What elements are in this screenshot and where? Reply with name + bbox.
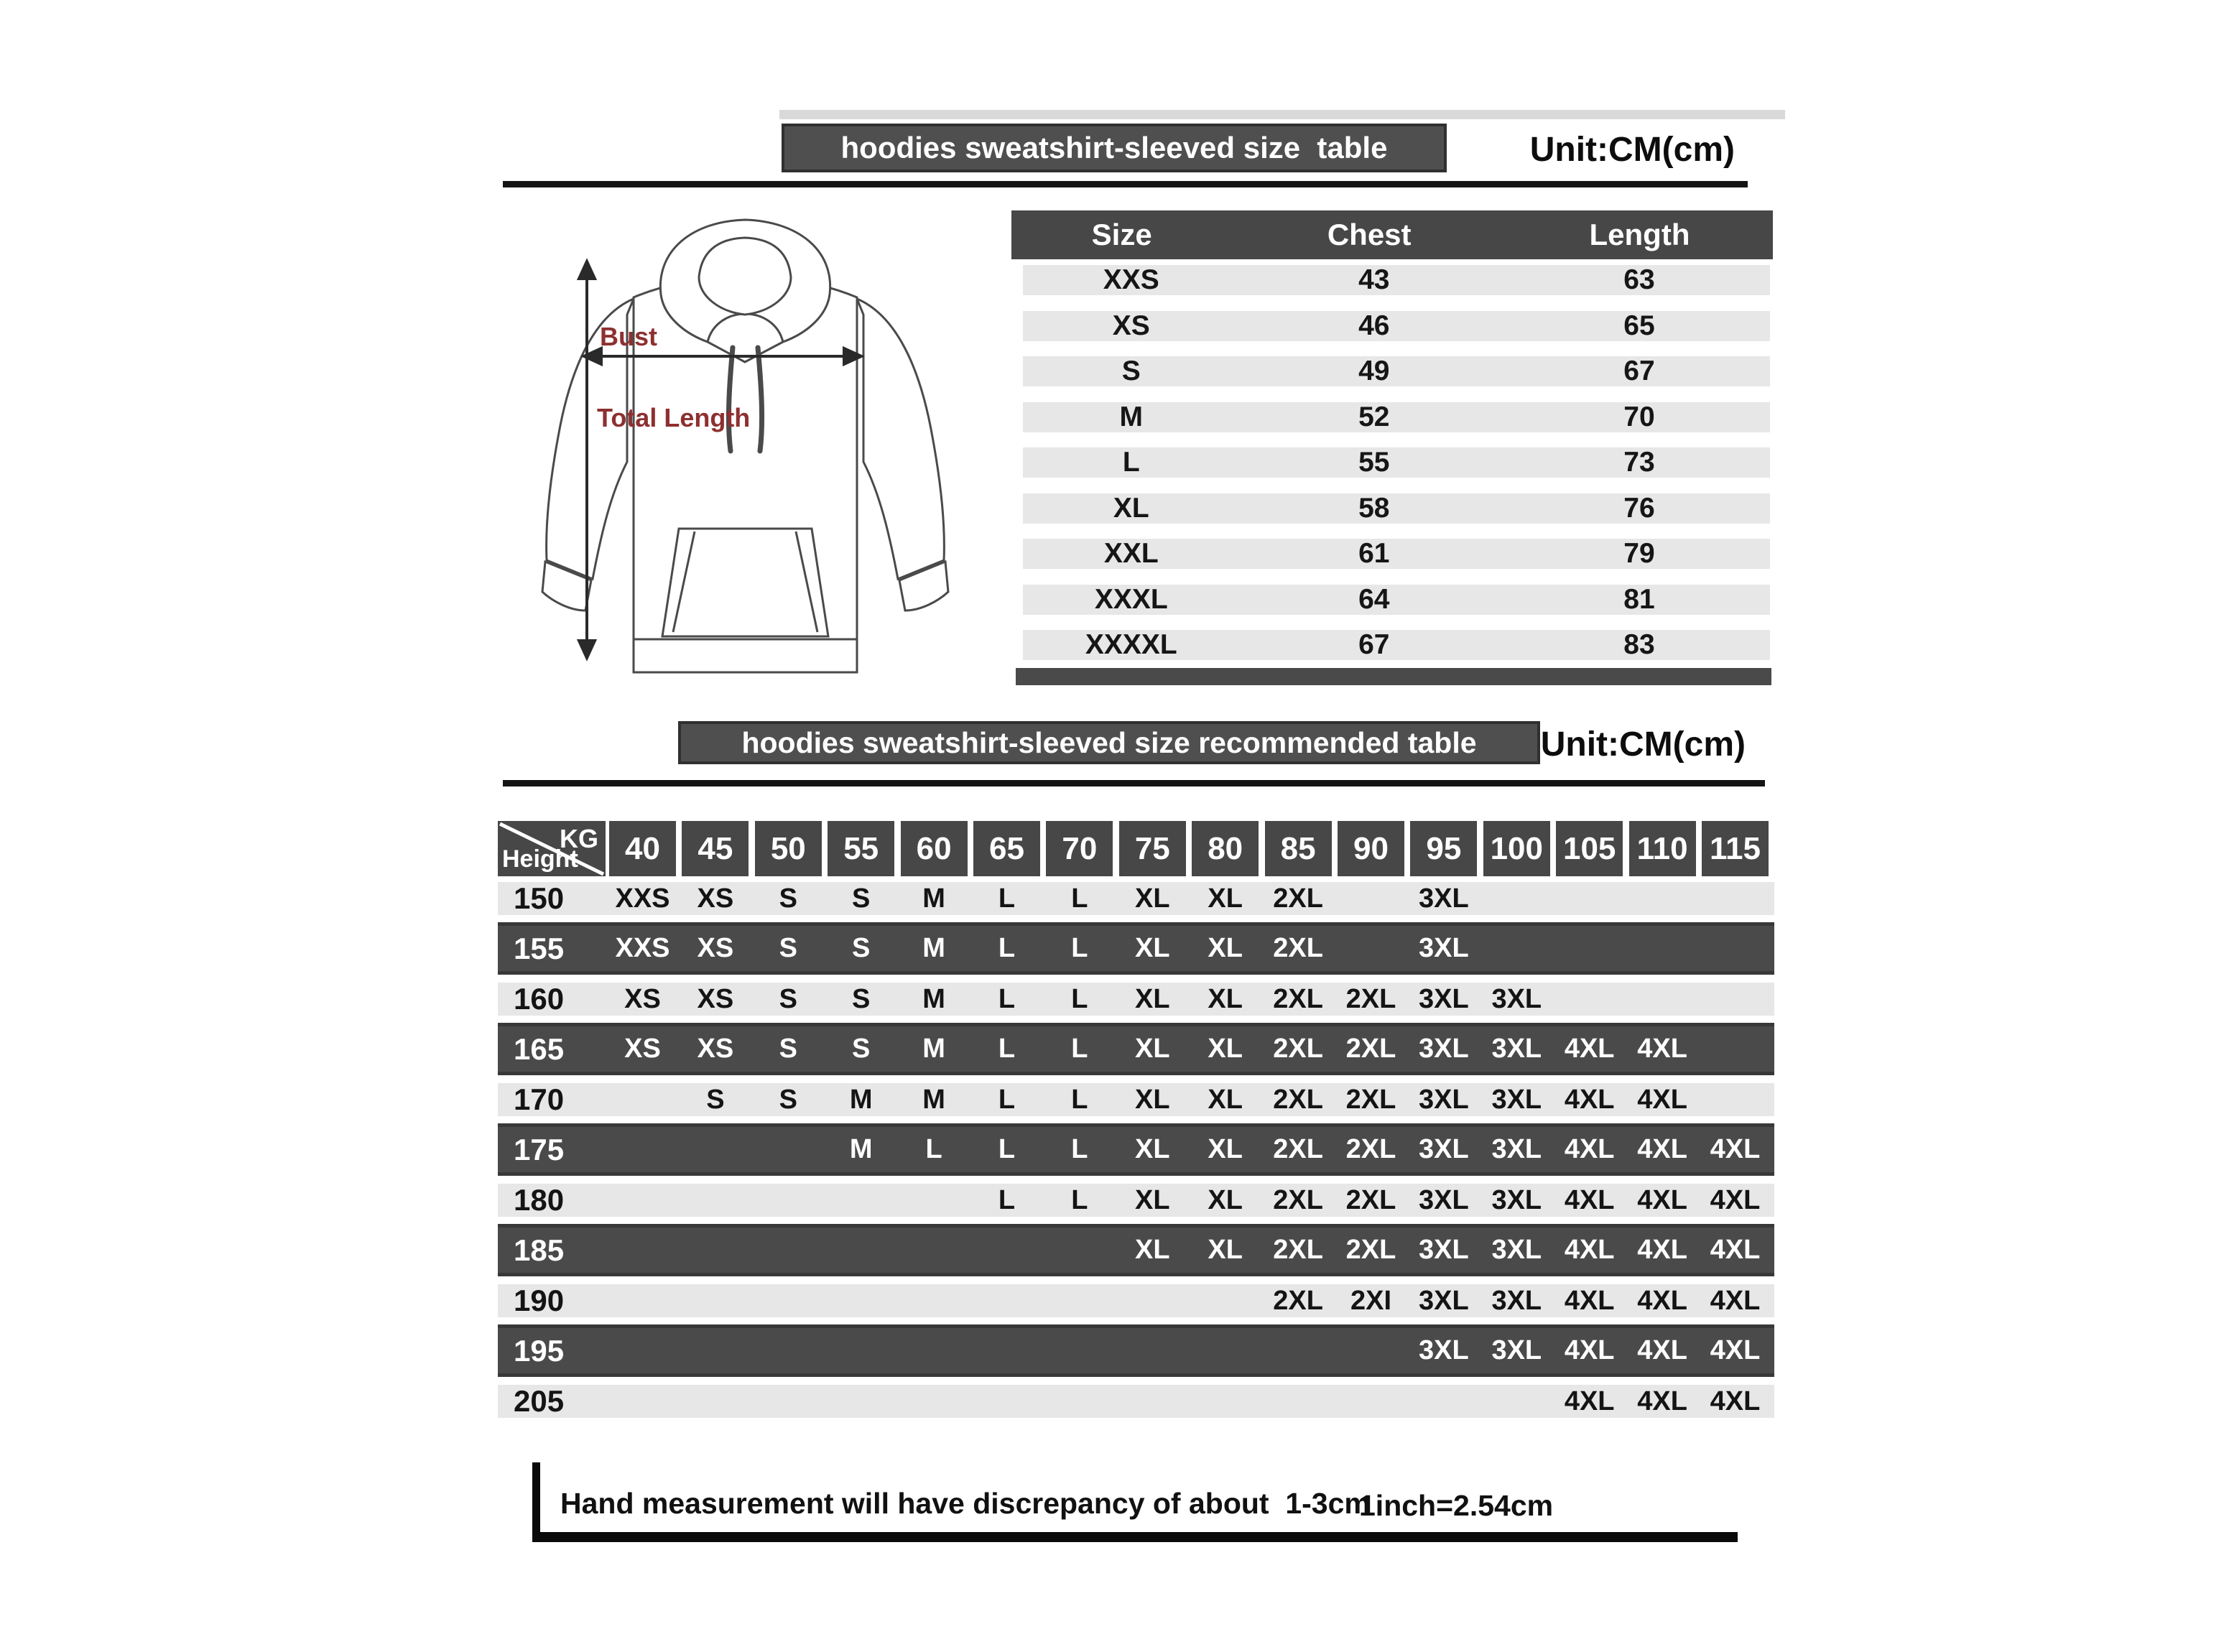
weight-header-90: 90 xyxy=(1338,821,1404,876)
size-cell: 4XL xyxy=(1564,1335,1615,1365)
size-table-bottom-bar xyxy=(1016,668,1771,685)
size-cell: XS xyxy=(624,1034,661,1064)
size-cell: XXS xyxy=(615,933,670,963)
size-cell: M xyxy=(922,1034,945,1064)
size-row-XXL xyxy=(1023,539,1770,569)
divider-line-2 xyxy=(503,780,1765,786)
unit-label-1: Unit:CM(cm) xyxy=(1529,131,1735,169)
size-cell: L xyxy=(998,1134,1016,1164)
weight-header-65: 65 xyxy=(973,821,1040,876)
weight-header-80: 80 xyxy=(1192,821,1259,876)
bust-label: Bust xyxy=(600,322,657,351)
size-cell: 2XI xyxy=(1350,1285,1392,1316)
size-cell: S xyxy=(706,1084,725,1115)
size-value: S xyxy=(1121,356,1141,386)
height-row-170 xyxy=(498,1083,1774,1116)
weight-header-95: 95 xyxy=(1410,821,1477,876)
size-cell: 4XL xyxy=(1564,1034,1615,1064)
size-cell: 2XL xyxy=(1273,1134,1323,1164)
size-table-title: hoodies sweatshirt-sleeved size table xyxy=(840,131,1388,164)
size-cell: 3XL xyxy=(1419,1034,1469,1064)
size-cell: XL xyxy=(1135,933,1170,963)
size-value: XXL xyxy=(1103,538,1159,569)
size-cell: XXS xyxy=(615,883,670,914)
size-value: XXS xyxy=(1103,264,1159,295)
size-cell: M xyxy=(922,883,945,914)
hoodie-diagram xyxy=(514,207,977,718)
size-cell: L xyxy=(1071,933,1088,963)
length-value: 65 xyxy=(1623,310,1655,341)
footer-underline xyxy=(532,1532,1738,1542)
size-cell: 2XL xyxy=(1273,933,1323,963)
height-value: 155 xyxy=(514,931,565,965)
length-value: 63 xyxy=(1623,264,1655,295)
weight-header-50: 50 xyxy=(755,821,822,876)
length-value: 81 xyxy=(1623,583,1655,615)
size-cell: 2XL xyxy=(1273,1285,1323,1316)
weight-header-105: 105 xyxy=(1556,821,1623,876)
weight-header-40: 40 xyxy=(609,821,676,876)
size-cell: S xyxy=(779,933,797,963)
size-cell: XL xyxy=(1208,933,1243,963)
size-cell: 3XL xyxy=(1419,1184,1469,1215)
size-row-XXS xyxy=(1023,265,1770,295)
size-cell: XL xyxy=(1135,883,1170,914)
recommended-table-title: hoodies sweatshirt-sleeved size recommended table xyxy=(741,725,1477,759)
size-cell: 4XL xyxy=(1710,1235,1761,1265)
size-cell: 3XL xyxy=(1419,883,1469,914)
size-cell: XS xyxy=(624,983,661,1014)
size-cell: 2XL xyxy=(1273,883,1323,914)
size-cell: 4XL xyxy=(1710,1184,1761,1215)
size-cell: 4XL xyxy=(1564,1084,1615,1115)
weight-header-55: 55 xyxy=(828,821,894,876)
height-row-190 xyxy=(498,1284,1774,1317)
size-cell: S xyxy=(779,983,797,1014)
footer-vertical-bar xyxy=(532,1462,540,1540)
size-row-S xyxy=(1023,356,1770,386)
size-cell: 4XL xyxy=(1637,1084,1687,1115)
size-cell: 3XL xyxy=(1419,1134,1469,1164)
height-row-155 xyxy=(498,922,1774,975)
chest-value: 58 xyxy=(1358,492,1390,524)
height-row-160 xyxy=(498,983,1774,1016)
size-cell: XL xyxy=(1135,1235,1170,1265)
measurement-note: Hand measurement will have discrepancy of about 1-3cm xyxy=(560,1487,1371,1520)
size-value: L xyxy=(1122,447,1140,478)
size-cell: 3XL xyxy=(1419,983,1469,1014)
recommended-table xyxy=(498,821,1774,1421)
height-value: 165 xyxy=(514,1031,565,1066)
size-cell: XL xyxy=(1208,1235,1243,1265)
size-row-XXXXL xyxy=(1023,630,1770,660)
size-cell: 4XL xyxy=(1710,1386,1761,1416)
height-value: 195 xyxy=(514,1333,565,1368)
size-cell: 4XL xyxy=(1564,1386,1615,1416)
size-cell: 3XL xyxy=(1491,1235,1542,1265)
size-cell: 4XL xyxy=(1637,1184,1687,1215)
size-row-M xyxy=(1023,402,1770,432)
weight-header-70: 70 xyxy=(1046,821,1113,876)
weight-header-60: 60 xyxy=(901,821,968,876)
size-cell: S xyxy=(852,933,871,963)
column-header-chest: Chest xyxy=(1327,218,1412,251)
size-cell: XL xyxy=(1135,1034,1170,1064)
size-cell: M xyxy=(922,933,945,963)
height-value: 150 xyxy=(514,881,565,915)
size-cell: L xyxy=(925,1134,942,1164)
size-cell: 3XL xyxy=(1491,1084,1542,1115)
height-row-205 xyxy=(498,1385,1774,1418)
length-value: 73 xyxy=(1623,447,1655,478)
size-cell: 3XL xyxy=(1491,1134,1542,1164)
size-cell: XS xyxy=(697,933,734,963)
size-cell: L xyxy=(1071,983,1088,1014)
height-value: 190 xyxy=(514,1284,565,1317)
corner-cell xyxy=(498,821,606,876)
height-value: 205 xyxy=(514,1384,565,1418)
size-cell: XL xyxy=(1135,983,1170,1014)
chest-value: 55 xyxy=(1358,447,1390,478)
size-cell: 4XL xyxy=(1564,1285,1615,1316)
length-value: 67 xyxy=(1623,356,1655,386)
size-cell: 4XL xyxy=(1637,1386,1687,1416)
size-cell: 2XL xyxy=(1345,983,1396,1014)
size-cell: L xyxy=(998,883,1016,914)
height-row-180 xyxy=(498,1184,1774,1217)
size-cell: S xyxy=(852,983,871,1014)
chest-value: 43 xyxy=(1358,264,1390,295)
size-value: XS xyxy=(1112,310,1150,341)
size-cell: L xyxy=(998,1034,1016,1064)
height-label: Height xyxy=(502,845,578,873)
size-cell: S xyxy=(852,1034,871,1064)
size-cell: M xyxy=(849,1134,873,1164)
size-table xyxy=(1011,210,1773,693)
size-value: XXXL xyxy=(1094,583,1168,615)
size-cell: XL xyxy=(1208,883,1243,914)
size-cell: 4XL xyxy=(1637,1285,1687,1316)
length-value: 70 xyxy=(1623,401,1655,432)
height-row-150 xyxy=(498,882,1774,915)
size-cell: 2XL xyxy=(1345,1184,1396,1215)
size-cell: 4XL xyxy=(1564,1235,1615,1265)
size-value: XL xyxy=(1113,492,1149,524)
size-row-XS xyxy=(1023,311,1770,341)
size-cell: 2XL xyxy=(1345,1034,1396,1064)
length-value: 83 xyxy=(1623,629,1655,660)
size-cell: 3XL xyxy=(1491,1034,1542,1064)
size-cell: L xyxy=(998,933,1016,963)
size-cell: 4XL xyxy=(1564,1134,1615,1164)
size-cell: XL xyxy=(1135,1184,1170,1215)
height-row-175 xyxy=(498,1123,1774,1176)
size-cell: S xyxy=(852,883,871,914)
size-row-XXXL xyxy=(1023,585,1770,615)
size-cell: M xyxy=(922,1084,945,1115)
size-cell: XL xyxy=(1135,1084,1170,1115)
size-cell: 3XL xyxy=(1491,1184,1542,1215)
size-cell: 2XL xyxy=(1273,1034,1323,1064)
size-cell: M xyxy=(849,1084,873,1115)
size-cell: 4XL xyxy=(1637,1335,1687,1365)
size-cell: 3XL xyxy=(1419,1335,1469,1365)
chest-value: 46 xyxy=(1358,310,1390,341)
size-cell: L xyxy=(1071,1184,1088,1215)
size-cell: 3XL xyxy=(1419,1285,1469,1316)
size-row-L xyxy=(1023,447,1770,478)
size-cell: L xyxy=(1071,1134,1088,1164)
weight-header-100: 100 xyxy=(1483,821,1550,876)
size-cell: 4XL xyxy=(1637,1134,1687,1164)
size-value: M xyxy=(1119,401,1144,432)
size-cell: 2XL xyxy=(1273,1235,1323,1265)
size-cell: 4XL xyxy=(1710,1335,1761,1365)
size-table-header xyxy=(1011,210,1773,259)
chest-value: 49 xyxy=(1358,356,1390,386)
top-gray-strip xyxy=(779,110,1785,119)
size-cell: 3XL xyxy=(1491,983,1542,1014)
size-cell: XS xyxy=(697,883,734,914)
height-value: 160 xyxy=(514,982,565,1016)
weight-header-85: 85 xyxy=(1265,821,1332,876)
size-cell: 4XL xyxy=(1710,1134,1761,1164)
size-row-XL xyxy=(1023,493,1770,524)
size-cell: XS xyxy=(697,983,734,1014)
size-cell: 4XL xyxy=(1564,1184,1615,1215)
size-cell: M xyxy=(922,983,945,1014)
chest-value: 67 xyxy=(1358,629,1390,660)
weight-header-75: 75 xyxy=(1119,821,1186,876)
size-cell: S xyxy=(779,1084,797,1115)
height-value: 180 xyxy=(514,1183,565,1217)
size-cell: 2XL xyxy=(1273,1084,1323,1115)
recommended-table-title-bar xyxy=(678,721,1540,764)
size-cell: XS xyxy=(697,1034,734,1064)
size-cell: 3XL xyxy=(1491,1335,1542,1365)
size-cell: 3XL xyxy=(1419,933,1469,963)
size-cell: 4XL xyxy=(1710,1285,1761,1316)
height-value: 185 xyxy=(514,1233,565,1267)
weight-header-45: 45 xyxy=(682,821,749,876)
size-cell: XL xyxy=(1208,983,1243,1014)
kg-label: KG xyxy=(560,824,598,853)
unit-label-2: Unit:CM(cm) xyxy=(1540,725,1746,764)
size-cell: XL xyxy=(1208,1034,1243,1064)
total-length-label: Total Length xyxy=(597,403,751,432)
size-cell: XL xyxy=(1208,1084,1243,1115)
size-cell: S xyxy=(779,1034,797,1064)
size-cell: 4XL xyxy=(1637,1235,1687,1265)
weight-header-115: 115 xyxy=(1702,821,1769,876)
height-value: 175 xyxy=(514,1132,565,1166)
divider-line-1 xyxy=(503,181,1748,187)
chest-value: 52 xyxy=(1358,401,1390,432)
size-cell: 4XL xyxy=(1637,1034,1687,1064)
size-table-title-bar xyxy=(782,124,1447,172)
size-cell: 3XL xyxy=(1491,1285,1542,1316)
size-cell: L xyxy=(1071,1084,1088,1115)
chest-value: 64 xyxy=(1358,583,1390,615)
size-cell: XL xyxy=(1135,1134,1170,1164)
size-cell: L xyxy=(1071,883,1088,914)
weight-header-110: 110 xyxy=(1629,821,1696,876)
size-cell: XL xyxy=(1208,1134,1243,1164)
size-cell: 2XL xyxy=(1345,1084,1396,1115)
column-header-length: Length xyxy=(1589,218,1690,251)
size-cell: XL xyxy=(1208,1184,1243,1215)
size-cell: L xyxy=(998,1084,1016,1115)
size-value: XXXXL xyxy=(1085,629,1177,660)
size-cell: 2XL xyxy=(1345,1134,1396,1164)
size-cell: 2XL xyxy=(1345,1235,1396,1265)
length-value: 79 xyxy=(1623,538,1655,569)
size-cell: L xyxy=(998,983,1016,1014)
size-cell: 3XL xyxy=(1419,1235,1469,1265)
column-header-size: Size xyxy=(1091,218,1152,251)
chest-value: 61 xyxy=(1358,538,1390,569)
size-cell: 2XL xyxy=(1273,983,1323,1014)
size-cell: L xyxy=(1071,1034,1088,1064)
height-row-165 xyxy=(498,1023,1774,1075)
size-cell: L xyxy=(998,1184,1016,1215)
inch-conversion-note: 1inch=2.54cm xyxy=(1359,1489,1554,1522)
size-cell: 3XL xyxy=(1419,1084,1469,1115)
length-value: 76 xyxy=(1623,492,1655,524)
size-cell: S xyxy=(779,883,797,914)
height-row-195 xyxy=(498,1324,1774,1377)
height-value: 170 xyxy=(514,1082,565,1116)
height-row-185 xyxy=(498,1224,1774,1276)
size-cell: 2XL xyxy=(1273,1184,1323,1215)
